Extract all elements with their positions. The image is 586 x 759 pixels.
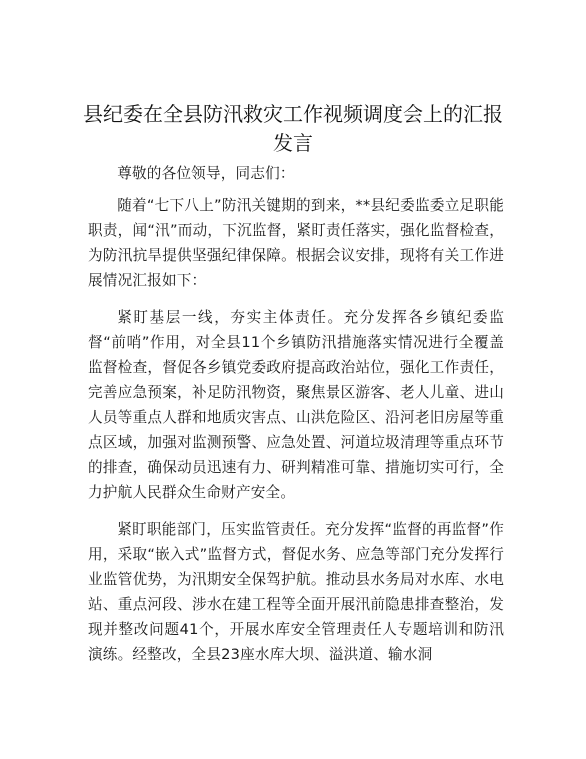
salutation: 尊敬的各位领导，同志们： [117, 165, 295, 182]
paragraph-grassroots: 紧盯基层一线，夯实主体责任。充分发挥各乡镇纪委监督“前哨”作用，对全县11个乡镇防汛措施落实情况进行全覆盖监督检查，督促各乡镇党委政府提高政治站位，强化工作责任，完善应急预案，补足防汛物资，聚焦景区游客、老人儿童、进山人员等重点人群和地质灾害点、山洪危险区、沿河老旧房屋等重点区域，加强对监测预警、应急处置、河道垃圾清理等重点环节的排查，确保动员迅速有力、研判精准可靠、措施切实可行，全力护航人民群众生命财产安全。 [88, 309, 504, 501]
document-title: 县纪委在全县防汛救灾工作视频调度会上的汇报发言 [83, 102, 503, 155]
paragraph-intro: 随着“七下八上”防汛关键期的到来，**县纪委监委立足职能职责，闻“汛”而动，下沉监督，紧盯责任落实，强化监督检查，为防汛抗旱提供坚强纪律保障。根据会议安排，现将有关工作进展情况汇报如下： [88, 197, 504, 289]
paragraph-departments: 紧盯职能部门，压实监管责任。充分发挥“监督的再监督”作用，采取“嵌入式”监督方式，督促水务、应急等部门充分发挥行业监管优势，为汛期安全保驾护航。推动县水务局对水库、水电站、重点河段、涉水在建工程等全面开展汛前隐患排查整治，发现并整改问题41个，开展水库安全管理责任人专题培训和防汛演练。经整改，全县23座水库大坝、溢洪道、输水洞 [88, 521, 504, 663]
document-body [88, 161, 504, 667]
